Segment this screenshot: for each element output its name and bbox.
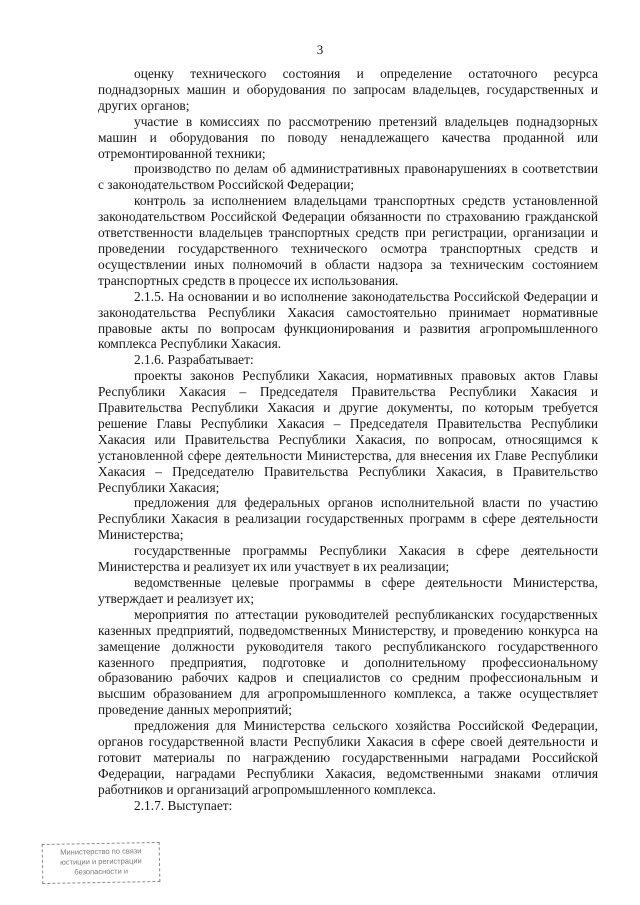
document-body bbox=[98, 66, 598, 814]
paragraph: производство по делам об административных правонарушениях в соответствии с законодательством Российской Федерации; bbox=[98, 161, 598, 193]
stamp-line: безопасности и bbox=[74, 866, 129, 877]
paragraph: предложения для федеральных органов исполнительной власти по участию Республики Хакасия в реализации государственных программ в сфере деятельности Министерства; bbox=[98, 495, 598, 543]
paragraph: мероприятия по аттестации руководителей республиканских государственных казенных предприятий, подведомственных Министерству, и проведению конкурса на замещение должности руководителя такого республиканского государственного казенного предприятия, подготовке и дополнительному профессиональному образованию рабочих кадров и специалистов со средним профессиональным и высшим образованием для агропромышленного комплекса, а также осуществляет проведение данных мероприятий; bbox=[98, 606, 598, 718]
paragraph: участие в комиссиях по рассмотрению претензий владельцев поднадзорных машин и оборудования по поводу ненадлежащего качества проданной или отремонтированной техники; bbox=[98, 113, 598, 161]
paragraph: проекты законов Республики Хакасия, нормативных правовых актов Главы Республики Хакасия – Председателя Правительства Республики Хакасия и Правительства Республики Хакасия и другие документы, по которым требуется решение Главы Республики Хакасия – Председателя Правительства Республики Хакасия или Правительства Республики Хакасия, по вопросам, относящимся к установленной сфере деятельности Министерства, для внесения их Главе Республики Хакасия – Председателю Правительства Республики Хакасия, в Правительство Республики Хакасия; bbox=[98, 368, 598, 495]
stamp-line: юстиции и регистрации bbox=[60, 856, 142, 867]
registration-stamp bbox=[42, 842, 161, 884]
section-heading: 2.1.6. Разрабатывает: bbox=[134, 352, 254, 368]
stamp-line: Министерство по связи bbox=[60, 846, 142, 857]
paragraph: оценку технического состояния и определение остаточного ресурса поднадзорных машин и оборудования по запросам владельцев, государственных и других органов; bbox=[98, 66, 598, 113]
section-heading: 2.1.7. Выступает: bbox=[134, 797, 233, 813]
paragraph: контроль за исполнением владельцами транспортных средств установленной законодательством Российской Федерации обязанности по страхованию гражданской ответственности владельцев транспортных средств при регистрации, организации и проведении государственного технического осмотра транспортных средств и осуществлении иных полномочий в области надзора за техническим состоянием транспортных средств в процессе их использования. bbox=[98, 193, 598, 288]
paragraph: 2.1.5. На основании и во исполнение законодательства Российской Федерации и законодательства Республики Хакасия самостоятельно принимает нормативные правовые акты по вопросам функционирования и развития агропромышленного комплекса Республики Хакасия. bbox=[98, 288, 598, 352]
paragraph: предложения для Министерства сельского хозяйства Российской Федерации, органов государственной власти Республики Хакасия в сфере своей деятельности и готовит материалы по награждению государственными наградами Российской Федерации, наградами Республики Хакасия, ведомственными знаками отличия работников и организаций агропромышленного комплекса. bbox=[98, 718, 598, 797]
page-number: 3 bbox=[316, 42, 324, 57]
paragraph: ведомственные целевые программы в сфере деятельности Министерства, утверждает и реализует их; bbox=[98, 575, 598, 606]
paragraph: государственные программы Республики Хакасия в сфере деятельности Министерства и реализует их или участвует в их реализации; bbox=[98, 543, 598, 575]
